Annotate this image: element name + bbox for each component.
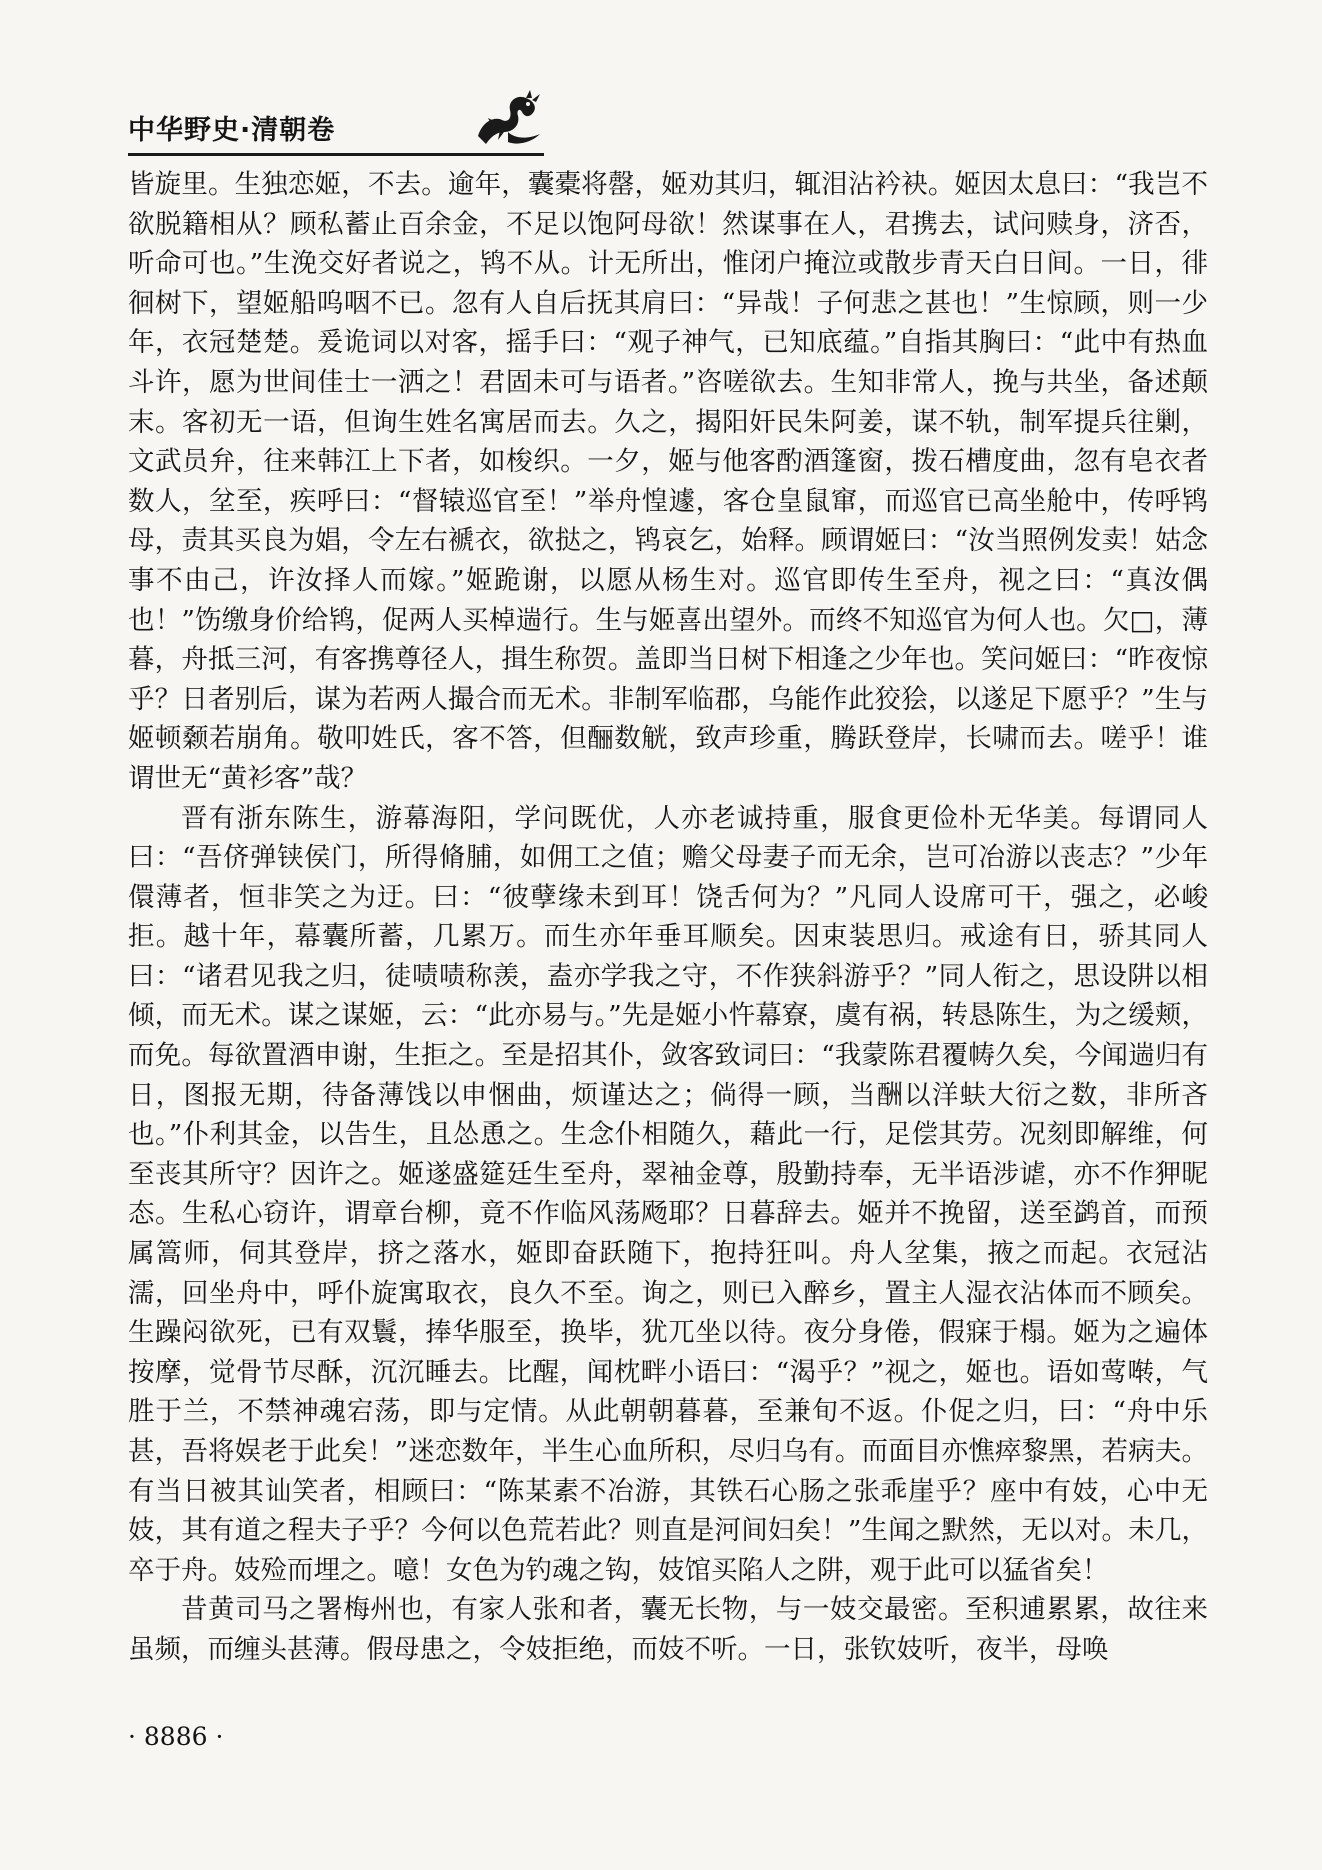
paragraph-3: 昔黄司马之署梅州也，有家人张和者，囊无长物，与一妓交最密。至积逋累累，故往来虽频，而缠头甚薄。假母患之，令妓拒绝，而妓不听。一日，张钦妓听，夜半，母唤 [128,1594,1208,1665]
running-header [128,98,548,158]
dragon-icon [468,86,548,150]
book-title: 中华野史·清朝卷 [128,115,336,146]
header-rule [128,153,544,156]
body-text [128,165,1208,1670]
page-number: · 8886 · [128,1722,224,1751]
paragraph-1: 皆旋里。生独恋姬，不去。逾年，囊橐将罄，姬劝其归，辄泪沾衿袂。姬因太息曰：“我岂不欲脱籍相从？顾私蓄止百余金，不足以饱阿母欲！然谋事在人，君携去，试问赎身，济否，听命可也。”生浼交好者说之，鸨不从。计无所出，惟闭户掩泣或散步青天白日间。一日，徘徊树下，望姬船呜咽不已。忽有人自后抚其肩曰：“异哉！子何悲之甚也！”生惊顾，则一少年，衣冠楚楚。爰诡词以对客，摇手曰：“观子神气，已知底蕴。”自指其胸曰：“此中有热血斗许，愿为世间佳士一洒之！君固未可与语者。”咨嗟欲去。生知非常人，挽与共坐，备述颠末。客初无一语，但询生姓名寓居而去。久之，揭阳奸民朱阿姜，谋不轨，制军提兵往剿，文武员弁，往来韩江上下者，如梭织。一夕，姬与他客酌酒篷窗，拨石槽度曲，忽有皂衣者数人，坌至，疾呼曰：“督辕巡官至！”举舟惶遽，客仓皇鼠窜，而巡官已高坐舱中，传呼鸨母，责其买良为娼，令左右褫衣，欲挞之，鸨哀乞，始释。顾谓姬曰：“汝当照例发卖！姑念事不由己，许汝择人而嫁。”姬跪谢，以愿从杨生对。巡官即传生至舟，视之曰：“真汝偶也！”饬缴身价给鸨，促两人买棹遄行。生与姬喜出望外。而终不知巡官为何人也。欠□，薄暮，舟抵三河，有客携尊径人，揖生称贺。盖即当日树下相逢之少年也。笑问姬曰：“昨夜惊乎？日者别后，谋为若两人撮合而无术。非制军临郡，乌能作此狡狯，以遂足下愿乎？”生与姬顿颡若崩角。敬叩姓氏，客不答，但酾数觥，致声珍重，腾跃登岸，长啸而去。嗟乎！谁谓世无“黄衫客”哉？ [128,169,1208,794]
paragraph-2: 晋有浙东陈生，游幕海阳，学问既优，人亦老诚持重，服食更俭朴无华美。每谓同人曰：“吾侪弹铗侯门，所得脩脯，如佣工之值；赡父母妻子而无余，岂可冶游以丧志？”少年儇薄者，恒非笑之为迂。曰：“彼孽缘未到耳！饶舌何为？”凡同人设席可干，强之，必峻拒。越十年，幕囊所蓄，几累万。而生亦年垂耳顺矣。因束装思归。戒途有日，骄其同人曰：“诸君见我之归，徒啧啧称羡，盍亦学我之守，不作狭斜游乎？”同人衔之，思设阱以相倾，而无术。谋之谋姬，云：“此亦易与。”先是姬小忤幕寮，虞有祸，转恳陈生，为之缓颊，而免。每欲置酒申谢，生拒之。至是招其仆，敛客致词曰：“我蒙陈君覆帱久矣，今闻遄归有日，图报无期，待备薄饯以申悃曲，烦谨达之；倘得一顾，当酬以洋蚨大衍之数，非所吝也。”仆利其金，以告生，且怂恿之。生念仆相随久，藉此一行，足偿其劳。况刻即解维，何至丧其所守？因许之。姬遂盛筵廷生至舟，翠袖金尊，殷勤持奉，无半语涉谑，亦不作狎昵态。生私心窃许，谓章台柳，竟不作临风荡飏耶？日暮辞去。姬并不挽留，送至鹢首，而预属篙师，伺其登岸，挤之落水，姬即奋跃随下，抱持狂叫。舟人坌集，掖之而起。衣冠沾濡，回坐舟中，呼仆旋寓取衣，良久不至。询之，则已入醉乡，置主人湿衣沾体而不顾矣。生躁闷欲死，已有双鬟，捧华服至，换毕，犹兀坐以待。夜分身倦，假寐于榻。姬为之遍体按摩，觉骨节尽酥，沉沉睡去。比醒，闻枕畔小语曰：“渴乎？”视之，姬也。语如莺啭，气胜于兰，不禁神魂宕荡，即与定情。从此朝朝暮暮，至兼旬不返。仆促之归，曰：“舟中乐甚，吾将娱老于此矣！”迷恋数年，半生心血所积，尽归乌有。而面目亦憔瘁黎黑，若病夫。有当日被其讪笑者，相顾曰：“陈某素不冶游，其铁石心肠之张乖崖乎？座中有妓，心中无妓，其有道之程夫子乎？今何以色荒若此？则直是河间妇矣！”生闻之默然，无以对。未几，卒于舟。妓殓而埋之。噫！女色为钓魂之钩，妓馆买陷人之阱，观于此可以猛省矣！ [128,802,1208,1586]
